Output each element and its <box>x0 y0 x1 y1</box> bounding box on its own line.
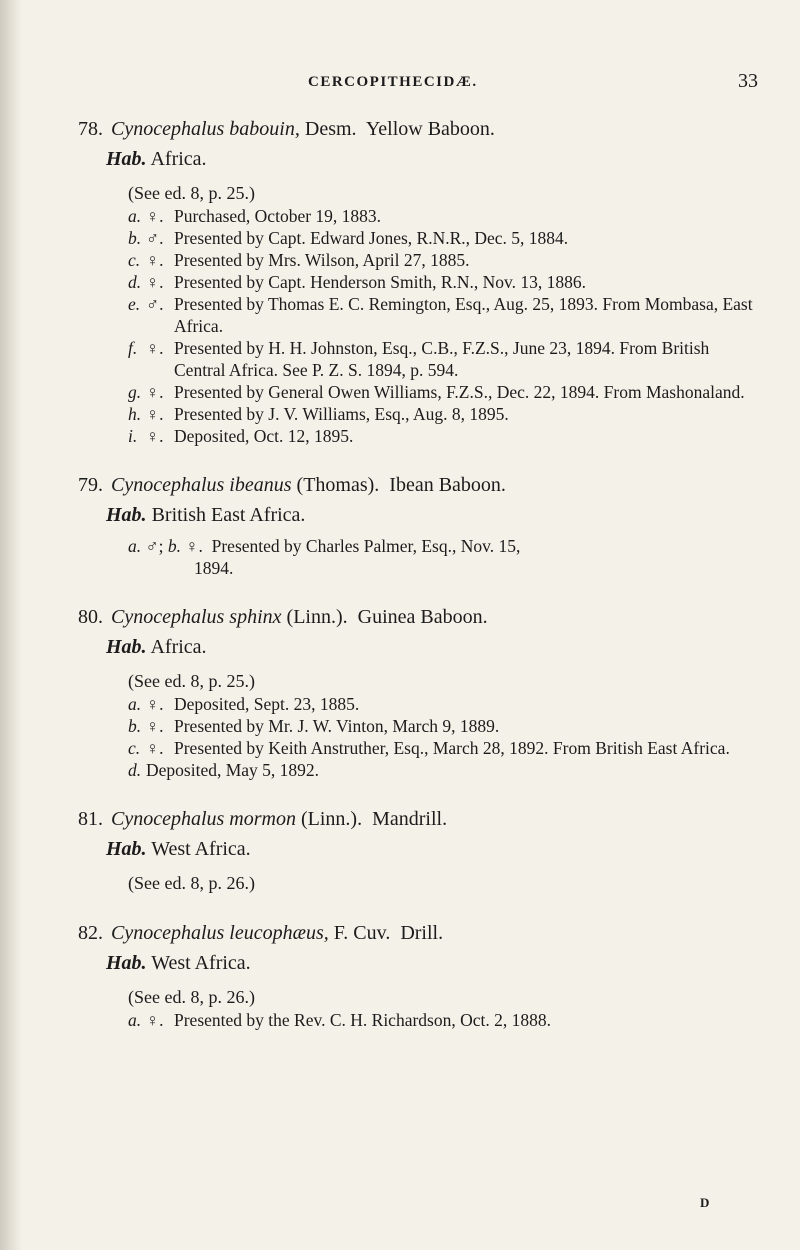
specimen: c. ♀. Presented by Mrs. Wilson, April 27, 1885. <box>128 250 470 270</box>
page-gutter-shadow <box>0 0 22 1250</box>
habitat: Hab. West Africa. <box>106 952 251 974</box>
specimen: a. ♀. Deposited, Sept. 23, 1885. <box>128 694 360 714</box>
entry-title: 79. Cynocephalus ibeanus (Thomas). Ibean Baboon. <box>78 474 506 496</box>
common-name: Guinea Baboon. <box>357 606 488 628</box>
see-reference: (See ed. 8, p. 25.) <box>128 671 255 691</box>
habitat: Hab. Africa. <box>106 636 207 658</box>
scientific-name: Cynocephalus ibeanus <box>111 474 292 496</box>
specimen: d. ♀. Presented by Capt. Henderson Smith, R.N., Nov. 13, 1886. <box>128 272 587 292</box>
specimen: d. Deposited, May 5, 1892. <box>128 760 320 780</box>
entry-title: 81. Cynocephalus mormon (Linn.). Mandrill. <box>78 808 448 830</box>
specimen: e. ♂. Presented by Thomas E. C. Remington, Esq., Aug. 25, 1893. From Mombasa, East Africa. <box>128 294 753 336</box>
specimen: i. ♀. Deposited, Oct. 12, 1895. <box>128 426 354 446</box>
entry-78 <box>78 115 758 447</box>
specimen: f. ♀. Presented by H. H. Johnston, Esq., C.B., F.Z.S., June 23, 1894. From British Central Africa. See P. Z. S. 1894, p. 594. <box>128 338 710 380</box>
common-name: Yellow Baboon. <box>365 118 495 140</box>
authority: (Linn.). <box>300 808 363 830</box>
authority: Desm. <box>304 118 357 140</box>
running-head: CERCOPITHECIDÆ. <box>308 74 478 90</box>
specimen: b. ♀. Presented by Mr. J. W. Vinton, March 9, 1889. <box>128 716 500 736</box>
entry-82 <box>78 919 758 1031</box>
authority: F. Cuv. <box>333 922 391 944</box>
scientific-name: Cynocephalus babouin, <box>111 118 300 140</box>
species-entries <box>78 115 758 1055</box>
see-reference: (See ed. 8, p. 26.) <box>128 873 255 893</box>
authority: (Linn.). <box>286 606 348 628</box>
entry-title: 80. Cynocephalus sphinx (Linn.). Guinea Baboon. <box>78 606 488 628</box>
specimen: a. ♀. Presented by the Rev. C. H. Richardson, Oct. 2, 1888. <box>128 1010 552 1030</box>
common-name: Mandrill. <box>372 808 448 830</box>
see-reference: (See ed. 8, p. 26.) <box>128 987 255 1007</box>
common-name: Drill. <box>400 922 444 944</box>
signature-mark: D <box>700 1195 710 1210</box>
authority: (Thomas). <box>296 474 380 496</box>
specimen: h. ♀. Presented by J. V. Williams, Esq., Aug. 8, 1895. <box>128 404 509 424</box>
habitat: Hab. British East Africa. <box>106 504 306 526</box>
entry-title: 82. Cynocephalus leucophæus, F. Cuv. Drill. <box>78 922 444 944</box>
entry-80 <box>78 603 758 781</box>
specimen-combined: a. ♂; b. ♀. Presented by Charles Palmer, Esq., Nov. 15, 1894. <box>128 536 521 578</box>
scientific-name: Cynocephalus mormon <box>111 808 296 830</box>
specimen: a. ♀. Purchased, October 19, 1883. <box>128 206 382 226</box>
entry-79 <box>78 471 758 579</box>
scientific-name: Cynocephalus leucophæus, <box>111 922 329 944</box>
common-name: Ibean Baboon. <box>389 474 506 496</box>
scientific-name: Cynocephalus sphinx <box>111 606 282 628</box>
specimen: c. ♀. Presented by Keith Anstruther, Esq., March 28, 1892. From British East Africa. <box>128 738 730 758</box>
page-header <box>78 72 758 96</box>
specimen: g. ♀. Presented by General Owen Williams, F.Z.S., Dec. 22, 1894. From Mashonaland. <box>128 382 745 402</box>
page-number: 33 <box>738 70 758 92</box>
habitat: Hab. Africa. <box>106 148 207 170</box>
habitat: Hab. West Africa. <box>106 838 251 860</box>
specimen: b. ♂. Presented by Capt. Edward Jones, R.N.R., Dec. 5, 1884. <box>128 228 569 248</box>
see-reference: (See ed. 8, p. 25.) <box>128 183 255 203</box>
entry-81 <box>78 805 758 895</box>
entry-title: 78. Cynocephalus babouin, Desm. Yellow Baboon. <box>78 118 495 140</box>
